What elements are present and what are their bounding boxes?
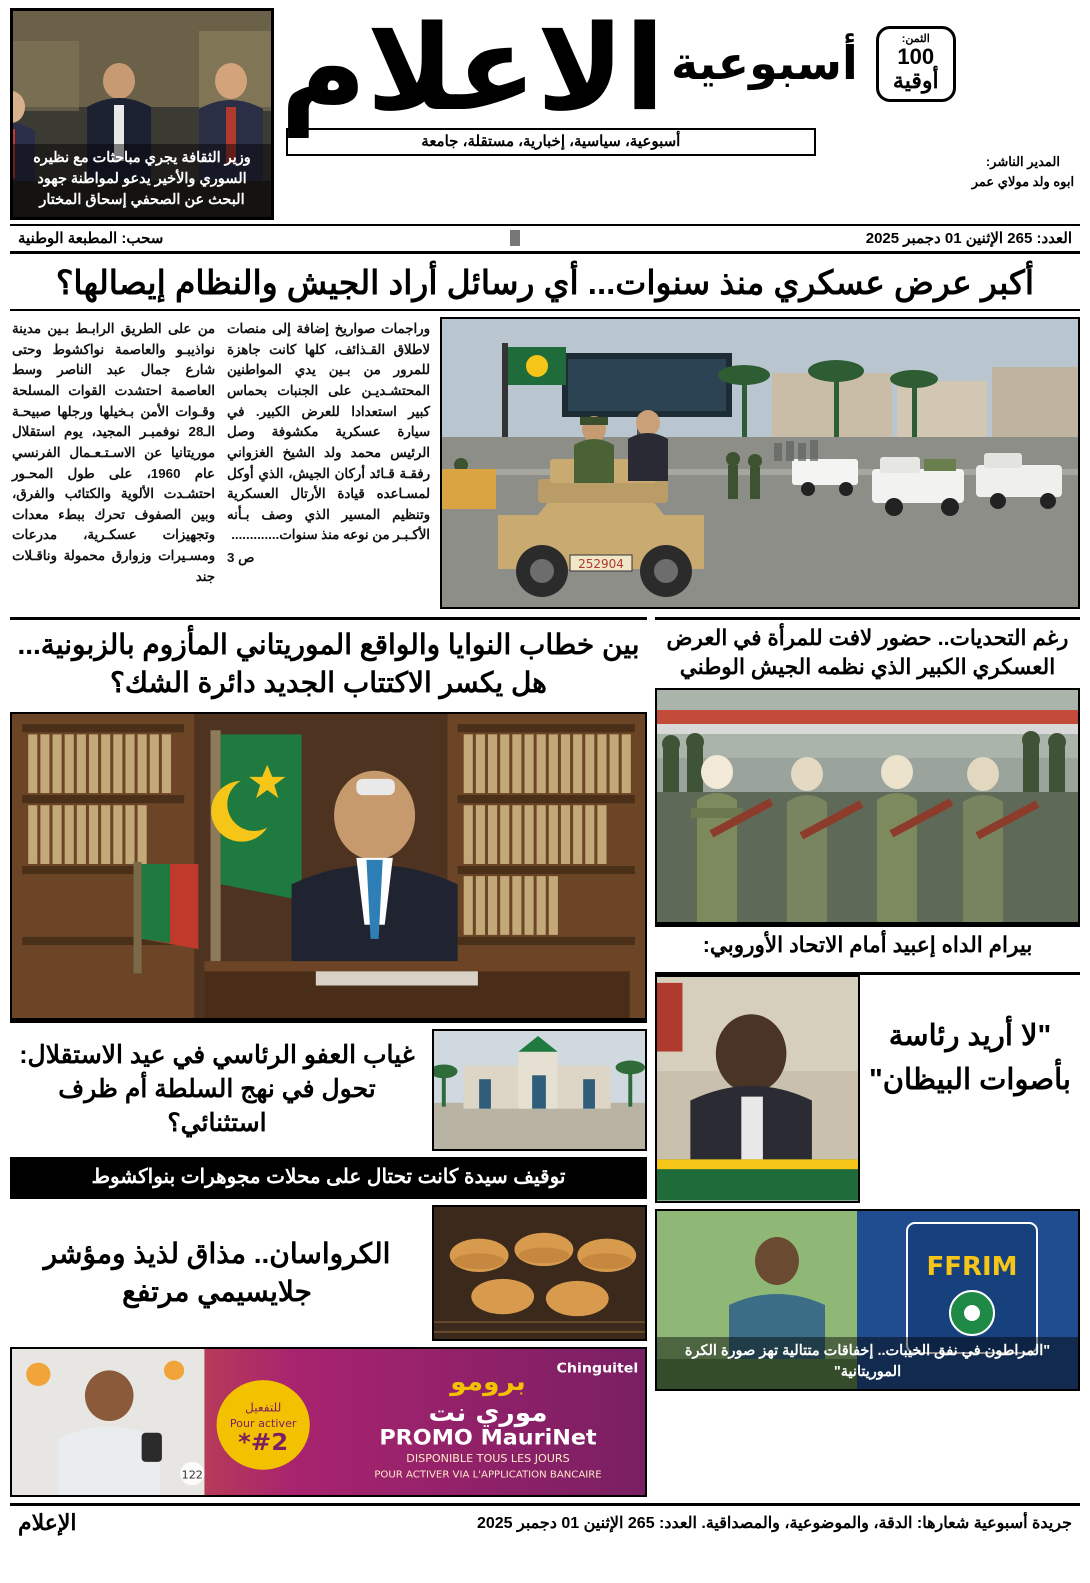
amnesty-headline-text: غياب العفو الرئاسي في عيد الاستقلال: تحول في نهج السلطة أم ظرف استثنائي؟: [19, 1041, 415, 1137]
left-column: [10, 617, 647, 1497]
croissant-photo: [432, 1205, 647, 1341]
chinguitel-ad-banner[interactable]: [10, 1347, 647, 1497]
svg-text:252904: 252904: [578, 557, 624, 572]
footer-text: جريدة أسبوعية شعارها: الدقة، والموضوعية، والمصداقية. العدد: 265 الإثنين 01 دجمبر 2025: [476, 1514, 1072, 1532]
biram-portrait-illustration: [657, 977, 858, 1201]
president-photo: [10, 712, 647, 1020]
svg-text:FFRIM: FFRIM: [926, 1251, 1018, 1282]
right-column: [655, 617, 1080, 1497]
svg-text:#2*: #2*: [238, 1428, 289, 1456]
publisher-name: ابوه ولد مولاي عمر: [971, 173, 1075, 189]
lead-headline: أكبر عرض عسكري منذ سنوات... أي رسائل أراد الجيش والنظام إيصالها؟: [10, 254, 1080, 311]
svg-text:موري نت: موري نت: [428, 1398, 548, 1428]
masthead-photo-caption: وزير الثقافة يجري مباحثات مع نظيره السوري والأخير يدعو لمواطنة جهود البحث عن الصحفي إسحاق المختار: [13, 144, 271, 217]
separator-block-icon: [510, 230, 520, 246]
svg-text:POUR ACTIVER VIA L'APPLICATION: POUR ACTIVER VIA L'APPLICATION BANCAIRE: [374, 1469, 602, 1481]
logo-title: الاعلام: [280, 0, 665, 137]
presidential-palace-illustration: [434, 1031, 645, 1149]
masthead-logo-area: [280, 0, 1080, 220]
lead-column-left: [225, 317, 432, 609]
svg-text:122: 122: [181, 1468, 203, 1482]
printer-info: سحب: المطبعة الوطنية: [18, 230, 164, 247]
logo-row: [280, 0, 1080, 191]
football-caption: "المراطون في نفق الخيبات.. إخفاقات متتالية تهز صورة الكرة الموريتانية": [657, 1337, 1078, 1389]
masthead-slogan: أسبوعية، سياسية، إخبارية، مستقلة، جامعة: [286, 128, 816, 156]
croissant-block: [10, 1205, 647, 1341]
logo-subtitle: أسبوعية: [671, 36, 858, 90]
masthead-photo: [10, 8, 274, 220]
lead-column-right: من على الطريق الرابـط بـين مدينة نواذيبـو والعاصمة نواكشوط وحتى شارع جمال عبد الناصر وسط العاصمة احتشدت القوات المسلحة وقـوات الأمن بـخيلها ورجلها صبيحـة الـ28 نوفمبـر المجيد، يوم استقلال موريتانيا عن الاسـتـعـمال الفرنسي عام 1960، على طول المحـور احتشـدت الألوية والكتائب والفرق، وبين الصفوف تحرك ببطء معدات وتجهيزات عسكـرية، مدرعات ومسـيرات وزوارق محمولة وناقـلات جند: [12, 321, 215, 584]
publisher-info: [966, 12, 1080, 191]
biram-kicker: بيرام الداه إعبيد أمام الاتحاد الأوروبي:: [655, 924, 1080, 966]
lead-continue-page: ص 3: [227, 549, 255, 565]
military-parade-photo: [440, 317, 1080, 609]
svg-text:برومو: برومو: [450, 1367, 526, 1397]
price-value: 100 أوقية: [892, 44, 939, 94]
issue-info-bar: [10, 224, 1080, 254]
svg-text:للتفعيل: للتفعيل: [245, 1400, 282, 1415]
women-soldiers-illustration: [657, 690, 1078, 922]
lead-article: [10, 317, 1080, 609]
price-box: [876, 26, 956, 102]
parade-illustration: [442, 319, 1078, 607]
palace-photo: [432, 1029, 647, 1151]
biram-photo: [655, 975, 860, 1203]
logo-block: [280, 0, 956, 156]
price-label: الثمن:: [901, 33, 930, 45]
arrest-strip-headline: توقيف سيدة كانت تحتال على محلات مجوهرات بنواكشوط: [10, 1157, 647, 1199]
amnesty-headline: [10, 1020, 647, 1151]
lead-text-left: وراجمات صواريخ إضافة إلى منصات لاطلاق القـذائف، كلها كانت جاهزة للمرور من بـين يدي المواطنين المحتشـديـن على الجنبات بحماس كبير استعدادا للعرض الكبير. في سيارة عسكرية مكشوفة وصل الرئيس محمد ولد الشيخ الغزواني رفقـة قـائد أركان الجيش، الذي أوكل لمسـاعده قيادة الأرتال العسكرية وتنظيم المسير الذي وصف بـأنه الأكـبـر من نوعه منذ سنوات.............: [227, 321, 430, 543]
ad-illustration: [12, 1349, 645, 1495]
biram-quote-block: [655, 972, 1080, 1203]
football-photo: [655, 1209, 1080, 1391]
issue-number: العدد: 265 الإثنين 01 دجمبر 2025: [865, 230, 1072, 247]
logo-main: [280, 0, 956, 137]
croissant-headline: الكرواسان.. مذاق لذيذ ومؤشر جلايسيمي مرتفع: [43, 1238, 391, 1307]
svg-text:Pour activer: Pour activer: [229, 1416, 297, 1430]
svg-text:Chinguitel: Chinguitel: [556, 1360, 639, 1377]
footer-logo: الإعلام: [18, 1509, 77, 1535]
masthead: [10, 0, 1080, 220]
svg-text:DISPONIBLE TOUS LES JOURS: DISPONIBLE TOUS LES JOURS: [406, 1451, 570, 1465]
svg-text:PROMO MauriNet: PROMO MauriNet: [379, 1425, 597, 1451]
croissants-illustration: [434, 1207, 645, 1339]
president-speech-illustration: [12, 714, 645, 1018]
publisher-label: المدير الناشر:: [985, 154, 1060, 169]
women-parade-photo: [655, 688, 1080, 924]
middle-section: [10, 617, 1080, 1497]
speech-headline: بين خطاب النوايا والواقع الموريتاني المأزوم بالزبونية... هل يكسر الاكتتاب الجديد دائرة الشك؟: [10, 617, 647, 712]
women-parade-headline: رغم التحديات.. حضور لافت للمرأة في العرض العسكري الكبير الذي نظمه الجيش الوطني: [655, 617, 1080, 688]
page-footer: [10, 1503, 1080, 1538]
biram-quote-text: "لا أريد رئاسة بأصوات البيظان": [869, 1020, 1071, 1096]
